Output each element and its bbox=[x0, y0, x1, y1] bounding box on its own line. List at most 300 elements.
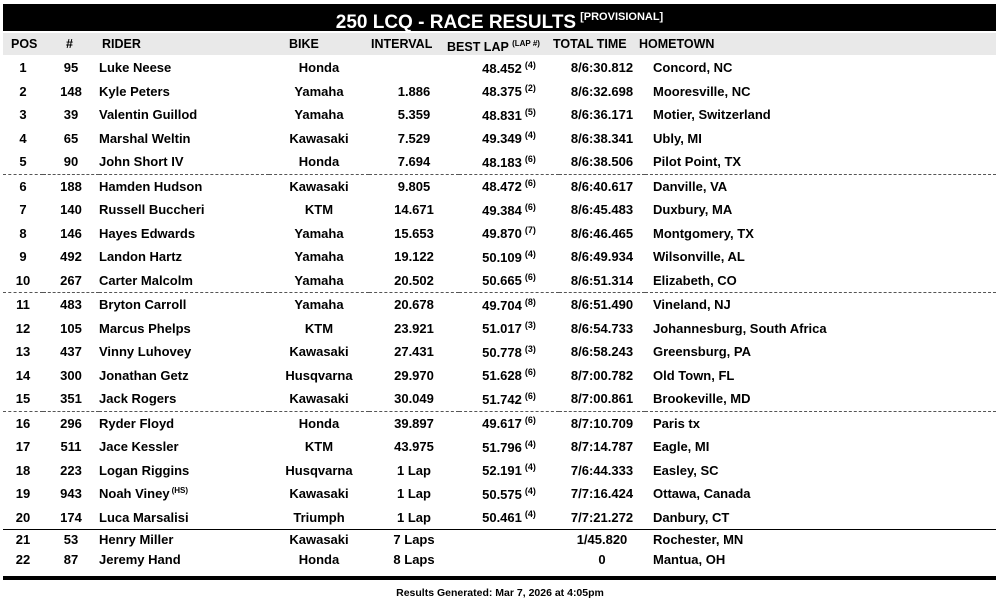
total-time-value: 8/6:40.617 bbox=[570, 178, 634, 194]
cell-total-time bbox=[559, 550, 645, 570]
best-lap-value: 49.870 bbox=[482, 226, 522, 242]
cell-best-lap bbox=[459, 530, 559, 550]
cell-best-lap bbox=[459, 198, 559, 222]
hometown-value: Greensburg, PA bbox=[653, 344, 752, 360]
cell-interval bbox=[369, 364, 459, 388]
rider-name: Valentin Guillod bbox=[99, 107, 198, 123]
cell-rider bbox=[99, 56, 269, 80]
cell-total-time bbox=[559, 435, 645, 459]
cell-pos bbox=[3, 317, 43, 341]
hometown-value: Mantua, OH bbox=[653, 551, 726, 567]
cell-pos bbox=[3, 222, 43, 246]
total-time-value: 8/6:51.490 bbox=[570, 297, 634, 313]
best-lap-value: 49.349 bbox=[482, 131, 522, 147]
interval-value: 27.431 bbox=[394, 344, 434, 360]
cell-rider bbox=[99, 103, 269, 127]
rider-name: Ryder Floyd bbox=[99, 415, 175, 431]
cell-total-time bbox=[559, 387, 645, 411]
hometown-value: Brookeville, MD bbox=[653, 391, 751, 407]
pos-value: 17 bbox=[15, 439, 31, 455]
cell-hometown bbox=[645, 293, 996, 317]
interval-value: 39.897 bbox=[394, 415, 434, 431]
interval-value: 15.653 bbox=[394, 225, 434, 241]
cell-rider bbox=[99, 245, 269, 269]
cell-number bbox=[43, 387, 99, 411]
best-lap-value: 48.472 bbox=[482, 179, 522, 195]
total-time-value: 8/6:36.171 bbox=[570, 107, 634, 123]
result-row bbox=[3, 506, 996, 530]
pos-value: 1 bbox=[19, 60, 27, 76]
rider-name: Marcus Phelps bbox=[99, 320, 191, 336]
lap-number: (6) bbox=[524, 201, 536, 212]
cell-hometown bbox=[645, 482, 996, 506]
interval-value: 1 Lap bbox=[397, 462, 431, 478]
cell-number bbox=[43, 530, 99, 550]
lap-number: (4) bbox=[524, 248, 536, 259]
cell-hometown bbox=[645, 459, 996, 483]
interval-value: 20.678 bbox=[394, 297, 434, 313]
total-time-value: 8/7:00.782 bbox=[570, 367, 634, 383]
cell-number bbox=[43, 103, 99, 127]
cell-bike bbox=[269, 174, 369, 198]
best-lap-value: 48.452 bbox=[482, 60, 522, 76]
number-value: 174 bbox=[60, 509, 82, 525]
cell-total-time bbox=[559, 174, 645, 198]
total-time-value: 8/6:51.314 bbox=[570, 272, 634, 288]
number-value: 140 bbox=[60, 202, 82, 218]
cell-interval bbox=[369, 411, 459, 435]
cell-pos bbox=[3, 482, 43, 506]
cell-total-time bbox=[559, 506, 645, 530]
cell-bike bbox=[269, 506, 369, 530]
lap-number: (6) bbox=[524, 367, 536, 378]
cell-hometown bbox=[645, 56, 996, 80]
rider-name: Hamden Hudson bbox=[99, 178, 203, 194]
cell-rider bbox=[99, 530, 269, 550]
bike-value: KTM bbox=[304, 202, 334, 218]
cell-bike bbox=[269, 245, 369, 269]
total-time-value: 8/6:45.483 bbox=[570, 202, 634, 218]
hometown-value: Wilsonville, AL bbox=[653, 249, 745, 265]
lap-number: (6) bbox=[524, 272, 536, 283]
cell-best-lap bbox=[459, 222, 559, 246]
provisional-tag: [PROVISIONAL] bbox=[580, 11, 664, 23]
cell-number bbox=[43, 80, 99, 104]
best-lap-value: 48.183 bbox=[482, 154, 522, 170]
result-row bbox=[3, 222, 996, 246]
cell-interval bbox=[369, 387, 459, 411]
number-value: 492 bbox=[60, 249, 82, 265]
number-value: 148 bbox=[60, 83, 82, 99]
cell-bike bbox=[269, 411, 369, 435]
rider-name: Logan Riggins bbox=[99, 462, 190, 478]
cell-rider bbox=[99, 222, 269, 246]
column-header-row bbox=[3, 33, 996, 55]
cell-total-time bbox=[559, 198, 645, 222]
number-value: 437 bbox=[60, 344, 82, 360]
cell-number bbox=[43, 340, 99, 364]
header-rider: RIDER bbox=[102, 37, 141, 51]
bike-value: Yamaha bbox=[294, 107, 344, 123]
hometown-value: Eagle, MI bbox=[653, 439, 710, 455]
result-row bbox=[3, 150, 996, 174]
cell-hometown bbox=[645, 127, 996, 151]
cell-best-lap bbox=[459, 506, 559, 530]
total-time-value: 8/6:54.733 bbox=[570, 320, 634, 336]
cell-pos bbox=[3, 550, 43, 570]
total-time-value: 8/6:58.243 bbox=[570, 344, 634, 360]
total-time-value: 8/6:38.341 bbox=[570, 130, 634, 146]
cell-hometown bbox=[645, 340, 996, 364]
lap-number: (3) bbox=[524, 343, 536, 354]
cell-total-time bbox=[559, 340, 645, 364]
lap-number: (6) bbox=[524, 178, 536, 189]
header-bike: BIKE bbox=[289, 37, 319, 51]
bike-value: Yamaha bbox=[294, 272, 344, 288]
cell-pos bbox=[3, 387, 43, 411]
cell-hometown bbox=[645, 530, 996, 550]
total-time-value: 1/45.820 bbox=[576, 532, 628, 548]
cell-number bbox=[43, 364, 99, 388]
number-value: 87 bbox=[63, 551, 79, 567]
bike-value: Husqvarna bbox=[285, 462, 353, 478]
result-row bbox=[3, 482, 996, 506]
number-value: 943 bbox=[60, 486, 82, 502]
cell-interval bbox=[369, 459, 459, 483]
cell-bike bbox=[269, 80, 369, 104]
cell-pos bbox=[3, 80, 43, 104]
cell-bike bbox=[269, 459, 369, 483]
cell-best-lap bbox=[459, 103, 559, 127]
number-value: 105 bbox=[60, 320, 82, 336]
cell-pos bbox=[3, 127, 43, 151]
bike-value: Honda bbox=[298, 551, 340, 567]
lap-number: (3) bbox=[524, 320, 536, 331]
rider-name: Jace Kessler bbox=[99, 439, 179, 455]
cell-bike bbox=[269, 198, 369, 222]
interval-value: 1.886 bbox=[397, 83, 431, 99]
pos-value: 4 bbox=[19, 130, 27, 146]
cell-pos bbox=[3, 269, 43, 293]
lap-number: (4) bbox=[524, 462, 536, 473]
lap-number: (5) bbox=[524, 106, 536, 117]
cell-bike bbox=[269, 550, 369, 570]
interval-value: 7 Laps bbox=[393, 532, 435, 548]
hometown-value: Motier, Switzerland bbox=[653, 107, 771, 123]
rider-name: Russell Buccheri bbox=[99, 202, 205, 218]
result-row bbox=[3, 317, 996, 341]
cell-interval bbox=[369, 174, 459, 198]
cell-bike bbox=[269, 222, 369, 246]
hometown-value: Old Town, FL bbox=[653, 367, 735, 383]
result-row bbox=[3, 127, 996, 151]
cell-best-lap bbox=[459, 482, 559, 506]
hometown-value: Duxbury, MA bbox=[653, 202, 733, 218]
cell-number bbox=[43, 150, 99, 174]
bike-value: KTM bbox=[304, 439, 334, 455]
result-row bbox=[3, 530, 996, 550]
cell-total-time bbox=[559, 269, 645, 293]
pos-value: 14 bbox=[15, 367, 31, 383]
cell-pos bbox=[3, 411, 43, 435]
cell-interval bbox=[369, 269, 459, 293]
cell-best-lap bbox=[459, 411, 559, 435]
cell-best-lap bbox=[459, 80, 559, 104]
number-value: 53 bbox=[63, 532, 79, 548]
cell-rider bbox=[99, 411, 269, 435]
best-lap-value: 50.778 bbox=[482, 344, 522, 360]
cell-rider bbox=[99, 340, 269, 364]
pos-value: 11 bbox=[16, 297, 30, 313]
rider-name: Kyle Peters bbox=[99, 83, 170, 99]
cell-hometown bbox=[645, 506, 996, 530]
cell-bike bbox=[269, 317, 369, 341]
lap-number: (4) bbox=[524, 130, 536, 141]
cell-interval bbox=[369, 56, 459, 80]
hometown-value: Vineland, NJ bbox=[653, 297, 731, 313]
bike-value: Yamaha bbox=[294, 83, 344, 99]
best-lap-value: 50.665 bbox=[482, 273, 522, 289]
total-time-value: 7/7:21.272 bbox=[570, 509, 634, 525]
cell-hometown bbox=[645, 103, 996, 127]
cell-number bbox=[43, 317, 99, 341]
cell-bike bbox=[269, 56, 369, 80]
pos-value: 8 bbox=[19, 225, 27, 241]
cell-bike bbox=[269, 435, 369, 459]
bike-value: Honda bbox=[298, 154, 340, 170]
result-row bbox=[3, 459, 996, 483]
number-value: 188 bbox=[60, 178, 82, 194]
rider-name: Henry Miller bbox=[99, 532, 174, 548]
header-best-lap-label: BEST LAP bbox=[447, 40, 509, 54]
number-value: 95 bbox=[63, 60, 79, 76]
total-time-value: 8/6:30.812 bbox=[570, 60, 634, 76]
cell-interval bbox=[369, 435, 459, 459]
cell-bike bbox=[269, 293, 369, 317]
result-row bbox=[3, 245, 996, 269]
best-lap-value: 49.617 bbox=[482, 416, 522, 432]
best-lap-value: 50.575 bbox=[482, 486, 522, 502]
lap-number: (8) bbox=[524, 296, 536, 307]
cell-interval bbox=[369, 340, 459, 364]
cell-number bbox=[43, 482, 99, 506]
total-time-value: 8/7:14.787 bbox=[570, 439, 634, 455]
rider-name: Noah Viney bbox=[99, 486, 170, 502]
cell-number bbox=[43, 198, 99, 222]
pos-value: 6 bbox=[19, 178, 27, 194]
cell-pos bbox=[3, 530, 43, 550]
total-time-value: 8/6:46.465 bbox=[570, 225, 634, 241]
total-time-value: 7/7:16.424 bbox=[570, 486, 634, 502]
lap-number: (6) bbox=[524, 153, 536, 164]
lap-number: (4) bbox=[524, 438, 536, 449]
rider-name: Luke Neese bbox=[99, 60, 172, 76]
bike-value: Yamaha bbox=[294, 225, 344, 241]
rider-name: Jonathan Getz bbox=[99, 367, 189, 383]
cell-best-lap bbox=[459, 459, 559, 483]
hometown-value: Ubly, MI bbox=[653, 130, 702, 146]
cell-number bbox=[43, 269, 99, 293]
pos-value: 20 bbox=[15, 509, 31, 525]
hometown-value: Johannesburg, South Africa bbox=[653, 320, 827, 336]
bike-value: Honda bbox=[298, 60, 340, 76]
cell-total-time bbox=[559, 56, 645, 80]
best-lap-value: 52.191 bbox=[482, 463, 522, 479]
pos-value: 13 bbox=[15, 344, 31, 360]
total-time-value: 8/6:38.506 bbox=[570, 154, 634, 170]
interval-value: 19.122 bbox=[394, 249, 434, 265]
cell-pos bbox=[3, 150, 43, 174]
cell-rider bbox=[99, 482, 269, 506]
interval-value: 8 Laps bbox=[393, 551, 435, 567]
cell-total-time bbox=[559, 317, 645, 341]
number-value: 267 bbox=[60, 272, 82, 288]
lap-number: (4) bbox=[524, 485, 536, 496]
cell-number bbox=[43, 411, 99, 435]
rider-name: Carter Malcolm bbox=[99, 272, 193, 288]
cell-best-lap bbox=[459, 150, 559, 174]
pos-value: 15 bbox=[15, 391, 31, 407]
hometown-value: Montgomery, TX bbox=[653, 225, 754, 241]
cell-interval bbox=[369, 482, 459, 506]
number-value: 296 bbox=[60, 415, 82, 431]
pos-value: 2 bbox=[19, 83, 27, 99]
header-hometown: HOMETOWN bbox=[639, 37, 715, 51]
result-row bbox=[3, 198, 996, 222]
cell-hometown bbox=[645, 411, 996, 435]
result-row bbox=[3, 174, 996, 198]
cell-best-lap bbox=[459, 269, 559, 293]
cell-hometown bbox=[645, 174, 996, 198]
result-row bbox=[3, 293, 996, 317]
cell-bike bbox=[269, 127, 369, 151]
cell-bike bbox=[269, 103, 369, 127]
number-value: 90 bbox=[63, 154, 79, 170]
cell-pos bbox=[3, 364, 43, 388]
bike-value: Kawasaki bbox=[289, 532, 349, 548]
pos-value: 12 bbox=[15, 320, 31, 336]
cell-hometown bbox=[645, 269, 996, 293]
cell-best-lap bbox=[459, 387, 559, 411]
cell-total-time bbox=[559, 103, 645, 127]
cell-rider bbox=[99, 198, 269, 222]
cell-interval bbox=[369, 80, 459, 104]
cell-pos bbox=[3, 293, 43, 317]
cell-total-time bbox=[559, 293, 645, 317]
best-lap-value: 51.017 bbox=[482, 321, 522, 337]
bike-value: Kawasaki bbox=[289, 486, 349, 502]
lap-number: (7) bbox=[524, 225, 536, 236]
pos-value: 5 bbox=[19, 154, 27, 170]
interval-value: 9.805 bbox=[397, 178, 431, 194]
hometown-value: Elizabeth, CO bbox=[653, 272, 737, 288]
results-title-bar bbox=[3, 4, 996, 31]
cell-interval bbox=[369, 103, 459, 127]
cell-rider bbox=[99, 127, 269, 151]
hometown-value: Paris tx bbox=[653, 415, 700, 431]
hometown-value: Easley, SC bbox=[653, 462, 719, 478]
bike-value: Kawasaki bbox=[289, 130, 349, 146]
rider-tag: (HS) bbox=[171, 486, 189, 496]
cell-bike bbox=[269, 364, 369, 388]
cell-total-time bbox=[559, 530, 645, 550]
pos-value: 18 bbox=[15, 462, 31, 478]
results-table bbox=[3, 56, 996, 569]
header-pos: POS bbox=[11, 37, 38, 51]
lap-number: (4) bbox=[524, 509, 536, 520]
cell-interval bbox=[369, 293, 459, 317]
interval-value: 7.529 bbox=[397, 130, 431, 146]
rider-name: John Short IV bbox=[99, 154, 184, 170]
hometown-value: Concord, NC bbox=[653, 60, 733, 76]
interval-value: 29.970 bbox=[394, 367, 434, 383]
best-lap-value: 48.831 bbox=[482, 107, 522, 123]
pos-value: 3 bbox=[19, 107, 27, 123]
bike-value: Kawasaki bbox=[289, 344, 349, 360]
cell-rider bbox=[99, 459, 269, 483]
best-lap-value: 49.384 bbox=[482, 202, 522, 218]
cell-total-time bbox=[559, 222, 645, 246]
interval-value: 43.975 bbox=[394, 439, 434, 455]
cell-pos bbox=[3, 198, 43, 222]
cell-interval bbox=[369, 245, 459, 269]
cell-pos bbox=[3, 340, 43, 364]
results-title: 250 LCQ - RACE RESULTS bbox=[335, 12, 577, 33]
cell-interval bbox=[369, 150, 459, 174]
cell-interval bbox=[369, 506, 459, 530]
cell-bike bbox=[269, 269, 369, 293]
cell-total-time bbox=[559, 150, 645, 174]
cell-rider bbox=[99, 506, 269, 530]
rider-name: Jeremy Hand bbox=[99, 551, 181, 567]
cell-total-time bbox=[559, 411, 645, 435]
pos-value: 9 bbox=[19, 249, 27, 265]
cell-hometown bbox=[645, 550, 996, 570]
interval-value: 14.671 bbox=[394, 202, 434, 218]
pos-value: 22 bbox=[15, 551, 31, 567]
rider-name: Luca Marsalisi bbox=[99, 509, 189, 525]
cell-total-time bbox=[559, 364, 645, 388]
cell-total-time bbox=[559, 80, 645, 104]
pos-value: 7 bbox=[19, 202, 27, 218]
bike-value: Yamaha bbox=[294, 249, 344, 265]
result-row bbox=[3, 550, 996, 570]
cell-number bbox=[43, 293, 99, 317]
cell-best-lap bbox=[459, 550, 559, 570]
table-bottom-rule bbox=[3, 576, 996, 580]
cell-pos bbox=[3, 459, 43, 483]
best-lap-value: 51.796 bbox=[482, 439, 522, 455]
hometown-value: Danville, VA bbox=[653, 178, 728, 194]
cell-total-time bbox=[559, 482, 645, 506]
cell-best-lap bbox=[459, 174, 559, 198]
total-time-value: 8/6:32.698 bbox=[570, 83, 634, 99]
rider-name: Jack Rogers bbox=[99, 391, 177, 407]
cell-total-time bbox=[559, 459, 645, 483]
interval-value: 20.502 bbox=[394, 272, 434, 288]
header-lap-number: (LAP #) bbox=[512, 39, 540, 48]
header-total-time: TOTAL TIME bbox=[553, 37, 627, 51]
best-lap-value: 50.461 bbox=[482, 510, 522, 526]
cell-pos bbox=[3, 435, 43, 459]
number-value: 300 bbox=[60, 367, 82, 383]
bike-value: Triumph bbox=[293, 509, 345, 525]
total-time-value: 8/7:10.709 bbox=[570, 415, 634, 431]
best-lap-value: 51.628 bbox=[482, 368, 522, 384]
interval-value: 5.359 bbox=[397, 107, 431, 123]
number-value: 223 bbox=[60, 462, 82, 478]
hometown-value: Pilot Point, TX bbox=[653, 154, 742, 170]
